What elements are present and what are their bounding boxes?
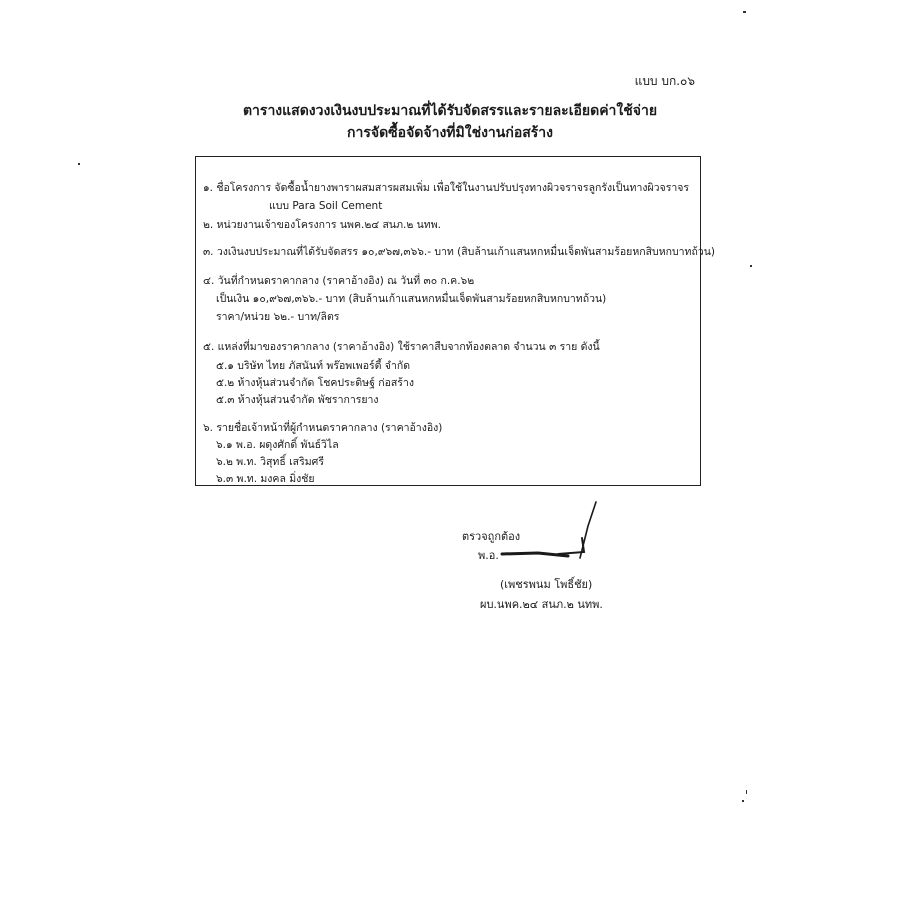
handwritten-signature — [498, 498, 608, 568]
section-5-source-2: ๕.๒ ห้างหุ้นส่วนจำกัด โชคประดิษฐ์ ก่อสร้าง — [216, 377, 414, 389]
section-4-reference-date: ๔. วันที่กำหนดราคากลาง (ราคาอ้างอิง) ณ วันที่ ๓๐ ก.ค.๖๒ — [203, 275, 475, 287]
document-title-line2: การจัดซื้อจัดจ้างที่มิใช่งานก่อสร้าง — [347, 125, 553, 141]
signer-rank: พ.อ. — [478, 549, 499, 562]
section-2-agency: ๒. หน่วยงานเจ้าของโครงการ นพค.๒๔ สนภ.๒ นทพ. — [203, 219, 441, 231]
section-3-budget: ๓. วงเงินงบประมาณที่ได้รับจัดสรร ๑๐,๙๖๗,๓๖๖.- บาท (สิบล้านเก้าแสนหกหมื่นเจ็ดพันสามร้อยหกสิบหกบาทถ้วน) — [203, 246, 715, 258]
scan-speck — [746, 790, 747, 794]
signer-position: ผบ.นพค.๒๔ สนภ.๒ นทพ. — [480, 598, 603, 611]
document-title-line1: ตารางแสดงวงเงินงบประมาณที่ได้รับจัดสรรและรายละเอียดค่าใช้จ่าย — [242, 103, 658, 119]
section-1-project-name: ๑. ชื่อโครงการ จัดซื้อน้ำยางพาราผสมสารผสมเพิ่ม เพื่อใช้ในงานปรับปรุงทางผิวจราจรลูกรังเป็นทางผิวจราจร — [203, 182, 690, 194]
section-5-heading: ๕. แหล่งที่มาของราคากลาง (ราคาอ้างอิง) ใช้ราคาสืบจากท้องตลาด จำนวน ๓ ราย ดังนี้ — [203, 341, 600, 353]
details-box — [195, 156, 715, 486]
scan-speck — [742, 800, 744, 802]
section-6-official-3: ๖.๓ พ.ท. มงคล มิ่งชัย — [216, 473, 315, 485]
section-5-source-1: ๕.๑ บริษัท ไทย ภัสนันท์ พร๊อพเพอร์ตี้ จำกัด — [216, 360, 411, 372]
section-5-source-3: ๕.๓ ห้างหุ้นส่วนจำกัด พัชราการยาง — [216, 394, 379, 406]
section-6-official-2: ๖.๒ พ.ท. วิสุทธิ์ เสริมศรี — [216, 456, 324, 468]
signer-name: (เพชรพนม โพธิ์ชัย) — [500, 578, 593, 591]
verification-label: ตรวจถูกต้อง — [462, 530, 521, 543]
form-code: แบบ บก.๐๖ — [634, 74, 695, 88]
section-6-official-1: ๖.๑ พ.อ. ผดุงศักดิ์ พันธ์วิไล — [216, 439, 339, 451]
section-6-heading: ๖. รายชื่อเจ้าหน้าที่ผู้กำหนดราคากลาง (ราคาอ้างอิง) — [203, 422, 443, 434]
scan-speck — [78, 163, 80, 165]
section-4-unit-price: ราคา/หน่วย ๖๒.- บาท/ลิตร — [216, 311, 340, 323]
section-4-amount: เป็นเงิน ๑๐,๙๖๗,๓๖๖.- บาท (สิบล้านเก้าแสนหกหมื่นเจ็ดพันสามร้อยหกสิบหกบาทถ้วน) — [216, 293, 607, 305]
scan-speck — [743, 11, 746, 13]
section-1-project-name-cont: แบบ Para Soil Cement — [269, 200, 383, 212]
scan-speck — [750, 265, 752, 267]
